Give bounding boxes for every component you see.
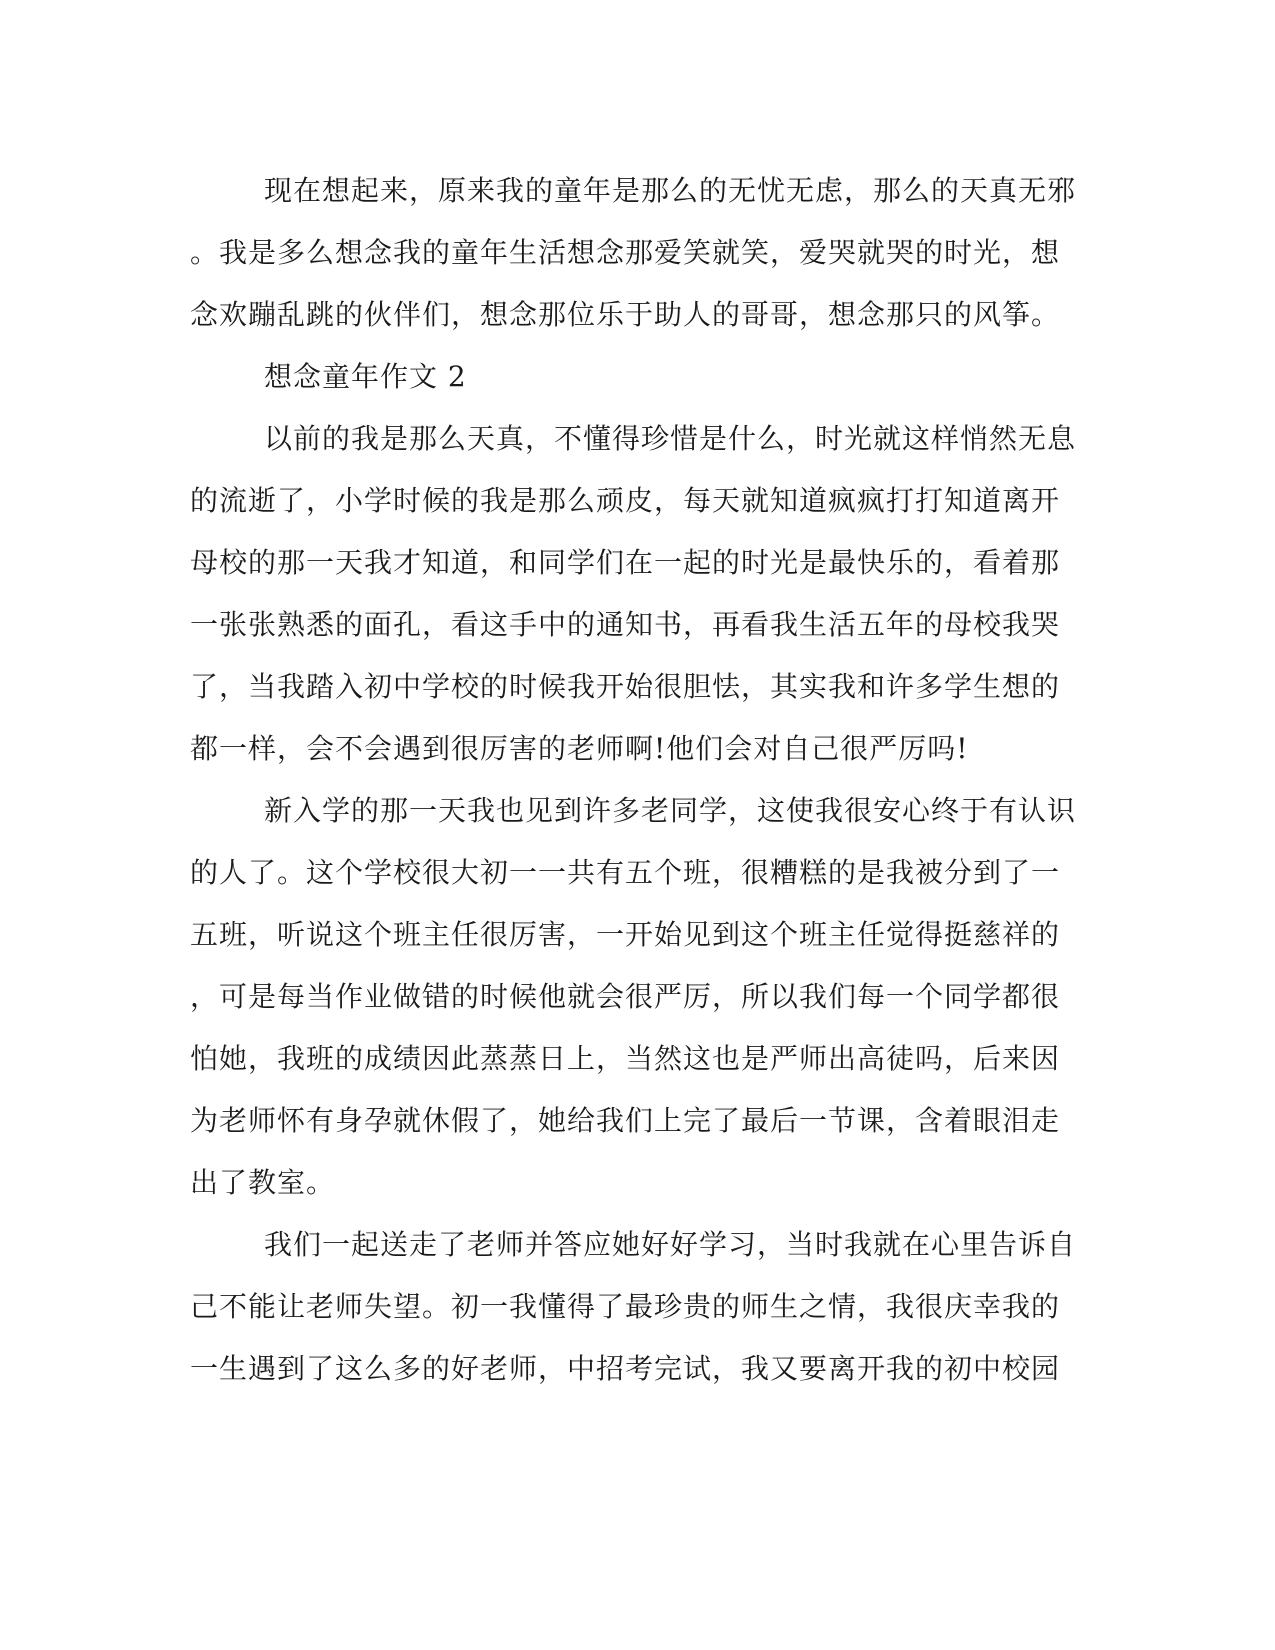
text-line: 一张张熟悉的面孔，看这手中的通知书，再看我生活五年的母校我哭	[190, 608, 1061, 641]
text-line: 的人了。这个学校很大初一一共有五个班，很糟糕的是我被分到了一	[190, 856, 1061, 889]
document-body	[190, 160, 1075, 1400]
text-line: ，可是每当作业做错的时候他就会很严厉，所以我们每一个同学都很	[190, 980, 1061, 1013]
section-heading: 想念童年作文 2	[264, 360, 467, 393]
text-line: 现在想起来，原来我的童年是那么的无忧无虑，那么的天真无邪	[264, 174, 1077, 207]
text-line: 五班，听说这个班主任很厉害，一开始见到这个班主任觉得挺慈祥的	[190, 918, 1061, 951]
text-line: 都一样，会不会遇到很厉害的老师啊!他们会对自己很严厉吗!	[190, 732, 969, 765]
text-line: 新入学的那一天我也见到许多老同学，这使我很安心终于有认识	[264, 794, 1077, 827]
text-line: 念欢蹦乱跳的伙伴们，想念那位乐于助人的哥哥，想念那只的风筝。	[190, 298, 1061, 331]
text-line: 为老师怀有身孕就休假了，她给我们上完了最后一节课，含着眼泪走	[190, 1104, 1061, 1137]
text-line: 己不能让老师失望。初一我懂得了最珍贵的师生之情，我很庆幸我的	[190, 1290, 1061, 1323]
text-line: 怕她，我班的成绩因此蒸蒸日上，当然这也是严师出高徒吗，后来因	[190, 1042, 1061, 1075]
text-line: 的流逝了，小学时候的我是那么顽皮，每天就知道疯疯打打知道离开	[190, 484, 1061, 517]
text-line: 一生遇到了这么多的好老师，中招考完试，我又要离开我的初中校园	[190, 1352, 1061, 1385]
text-line: 。我是多么想念我的童年生活想念那爱笑就笑，爱哭就哭的时光，想	[190, 236, 1061, 269]
text-line: 以前的我是那么天真，不懂得珍惜是什么，时光就这样悄然无息	[264, 422, 1077, 455]
text-line: 我们一起送走了老师并答应她好好学习，当时我就在心里告诉自	[264, 1228, 1077, 1261]
text-line: 出了教室。	[190, 1166, 336, 1199]
text-line: 母校的那一天我才知道，和同学们在一起的时光是最快乐的，看着那	[190, 546, 1061, 579]
text-line: 了，当我踏入初中学校的时候我开始很胆怯，其实我和许多学生想的	[190, 670, 1061, 703]
